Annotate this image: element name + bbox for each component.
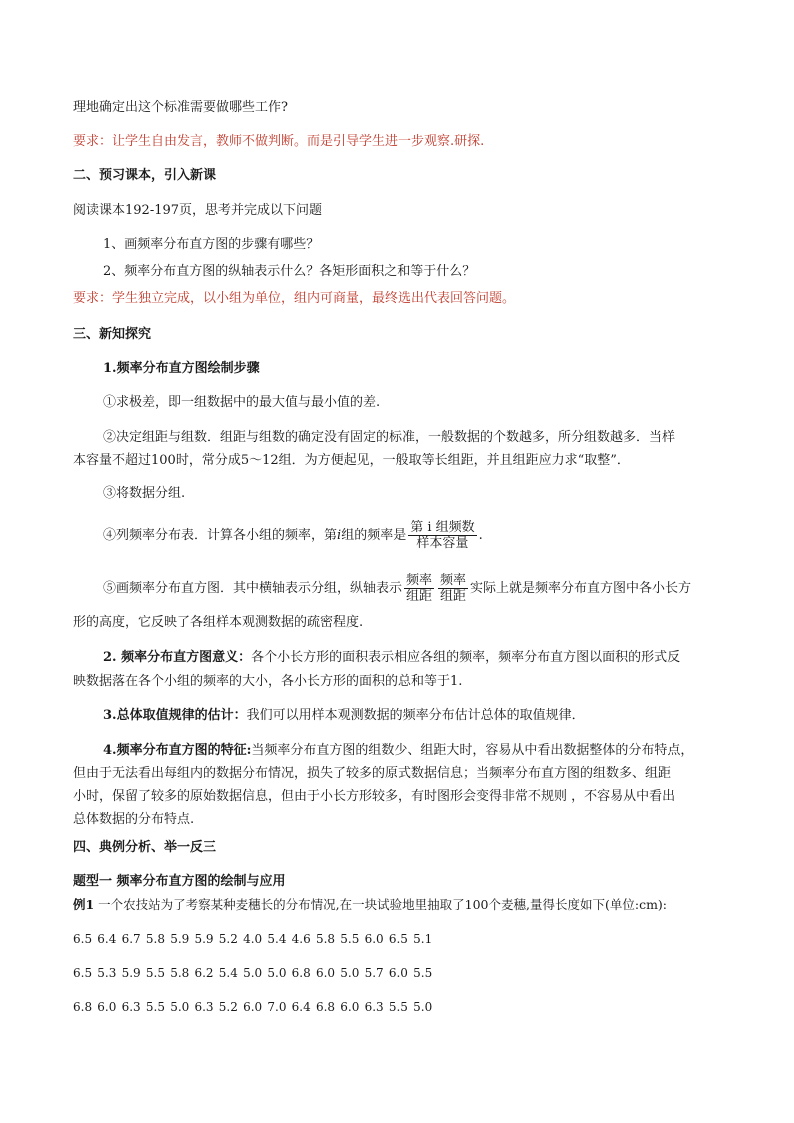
data-value: 6.7 (121, 932, 141, 946)
data-value: 6.3 (121, 1000, 141, 1014)
data-value: 6.5 (73, 932, 93, 946)
fraction-numerator: 频率 (440, 573, 467, 588)
requirement-2: 要求：学生独立完成，以小组为单位，组内可商量，最终选出代表回答问题。 (73, 291, 516, 306)
meaning-heading: 2. 频率分布直方图意义： (103, 650, 252, 665)
data-value: 6.3 (194, 1000, 214, 1014)
question-type-1: 题型一 频率分布直方图的绘制与应用 (73, 874, 286, 889)
data-value: 5.0 (170, 1000, 190, 1014)
example-1-text: 一个农技站为了考察某种麦穗长的分布情况,在一块试验地里抽取了100个麦穗,量得长度如下(单位:cm): (94, 897, 668, 912)
step-4-end: . (478, 528, 483, 543)
data-value: 6.8 (291, 966, 311, 980)
step-5-prefix: ⑤画频率分布直方图．其中横轴表示分组，纵轴表示 (103, 581, 403, 596)
fraction-denominator: 组距 (406, 589, 433, 604)
data-value: 6.2 (194, 966, 214, 980)
question-1: 1、画频率分布直方图的步骤有哪些？ (103, 237, 320, 252)
step-4 (103, 520, 483, 551)
features-text: 当频率分布直方图的组数少、组距大时，容易从中看出数据整体的分布特点， (251, 743, 694, 758)
data-value: 5.7 (364, 966, 384, 980)
step-4-prefix: ④列频率分布表．计算各小组的频率，第 (103, 528, 338, 543)
step-3: ③将数据分组. (103, 486, 186, 501)
data-value: 5.5 (145, 1000, 165, 1014)
data-value: 6.3 (364, 1000, 384, 1014)
fraction-denominator: 样本容量 (416, 536, 469, 551)
data-value: 5.0 (267, 966, 287, 980)
step-5-line-2: 形的高度，它反映了各组样本观测数据的疏密程度. (73, 615, 364, 630)
data-value: 5.5 (340, 932, 360, 946)
data-value: 5.8 (170, 966, 190, 980)
data-value: 5.3 (97, 966, 117, 980)
section-3-title: 三、新知探究 (73, 327, 152, 342)
data-value: 7.0 (267, 1000, 287, 1014)
data-value: 6.0 (388, 966, 408, 980)
data-row-2 (73, 964, 437, 982)
example-1 (73, 896, 667, 914)
step-4-i: i (337, 528, 342, 543)
features-line-3: 小时，保留了较多的原始数据信息，但由于小长方形较多，有时图形会变得非常不规则 ，不容易从中看出 (73, 789, 676, 804)
fraction-denominator: 组距 (440, 589, 467, 604)
data-row-1 (73, 930, 437, 948)
heading-steps: 1.频率分布直方图绘制步骤 (103, 361, 260, 376)
data-value: 6.0 (243, 1000, 263, 1014)
data-value: 5.0 (340, 966, 360, 980)
data-value: 5.4 (267, 932, 287, 946)
data-value: 5.8 (315, 932, 336, 946)
data-value: 6.5 (73, 966, 93, 980)
features-paragraph (103, 742, 693, 760)
section-2-title: 二、预习课本，引入新课 (73, 168, 217, 183)
features-line-2: 但由于无法看出每组内的数据分布情况，损失了较多的原式数据信息；当频率分布直方图的组数多、组距 (73, 766, 672, 781)
data-value: 5.1 (413, 932, 433, 946)
data-value: 5.5 (145, 966, 165, 980)
data-value: 6.0 (315, 966, 336, 980)
data-value: 5.2 (218, 932, 238, 946)
data-value: 6.0 (97, 1000, 117, 1014)
fraction-numerator: 频率 (406, 573, 433, 588)
question-2: 2、频率分布直方图的纵轴表示什么？各矩形面积之和等于什么？ (103, 264, 476, 279)
estimation-text: 我们可以用样本观测数据的频率分布估计总体的取值规律． (246, 708, 585, 723)
features-line-4: 总体数据的分布特点. (73, 812, 195, 827)
meaning-text: 各个小长方形的面积表示相应各组的频率，频率分布直方图以面积的形式反 (251, 650, 681, 665)
data-value: 6.0 (364, 932, 384, 946)
fraction-numerator: 第 i 组频数 (410, 520, 475, 535)
features-heading: 4.频率分布直方图的特征: (103, 743, 252, 758)
data-value: 5.8 (145, 932, 165, 946)
requirement-1: 要求：让学生自由发言，教师不做判断。而是引导学生进一步观察.研探. (73, 134, 485, 149)
step-5 (103, 573, 691, 604)
frequency-fraction (408, 520, 476, 551)
estimation-heading: 3.总体取值规律的估计： (103, 708, 247, 723)
data-value: 5.9 (194, 932, 214, 946)
data-value: 6.5 (388, 932, 408, 946)
data-value: 6.0 (340, 1000, 360, 1014)
data-value: 5.4 (218, 966, 238, 980)
data-row-3 (73, 998, 437, 1016)
data-value: 4.0 (243, 932, 263, 946)
data-value: 5.0 (243, 966, 263, 980)
reading-instruction: 阅读课本192-197页，思考并完成以下问题 (73, 203, 323, 218)
data-value: 5.0 (413, 1000, 433, 1014)
data-value: 5.5 (413, 966, 433, 980)
section-4-title: 四、典例分析、举一反三 (73, 840, 217, 855)
paragraph-continuation: 理地确定出这个标准需要做哪些工作? (73, 100, 288, 115)
meaning-paragraph (103, 649, 680, 667)
step-1: ①求极差，即一组数据中的最大值与最小值的差. (103, 395, 381, 410)
data-value: 5.9 (170, 932, 190, 946)
data-value: 5.2 (218, 1000, 238, 1014)
step-2-line-2: 本容量不超过100时，常分成5～12组．为方便起见，一般取等长组距，并且组距应力求“取整”． (73, 453, 630, 468)
data-value: 5.5 (388, 1000, 408, 1014)
meaning-line-2: 映数据落在各个小组的频率的大小，各小长方形的面积的总和等于1. (73, 674, 463, 689)
step-2-line-1: ②决定组距与组数．组距与组数的确定没有固定的标准，一般数据的个数越多，所分组数越多．当样 (103, 430, 676, 445)
step-4-mid: 组的频率是 (341, 528, 407, 543)
estimation-paragraph (103, 707, 585, 725)
data-value: 5.9 (121, 966, 141, 980)
data-value: 6.8 (315, 1000, 336, 1014)
frequency-over-width-2 (438, 573, 468, 604)
frequency-over-width-1 (404, 573, 434, 604)
step-5-post: 实际上就是频率分布直方图中各小长方 (470, 581, 692, 596)
data-value: 6.4 (291, 1000, 311, 1014)
data-value: 6.4 (97, 932, 117, 946)
data-value: 4.6 (291, 932, 311, 946)
example-1-label: 例1 (73, 897, 95, 912)
data-value: 6.8 (73, 1000, 93, 1014)
